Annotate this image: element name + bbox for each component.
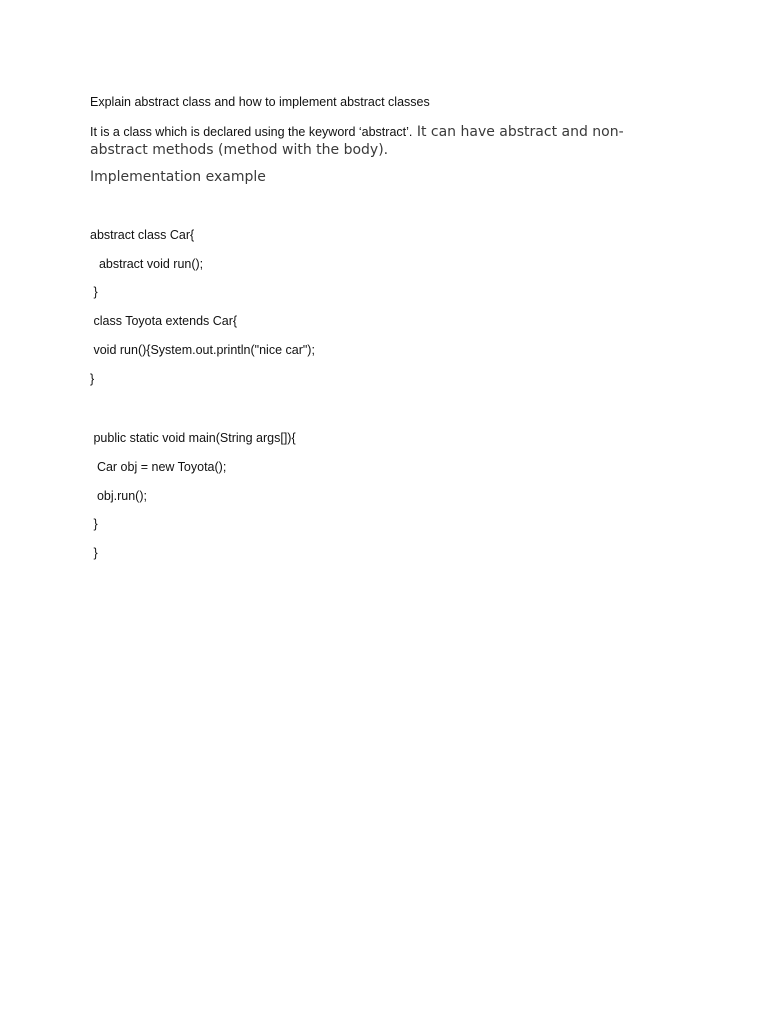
question-text: Explain abstract class and how to implement abstract classes bbox=[90, 95, 430, 109]
definition-text-part2: It can have abstract and non-abstract methods (method with the body). bbox=[90, 124, 624, 158]
definition-paragraph bbox=[90, 123, 650, 159]
code-line: } bbox=[90, 372, 95, 386]
code-line: public static void main(String args[]){ bbox=[90, 431, 296, 445]
code-line: obj.run(); bbox=[90, 489, 147, 503]
code-line: void run(){System.out.println("nice car"); bbox=[90, 343, 315, 357]
code-line: } bbox=[90, 285, 98, 299]
code-line: Car obj = new Toyota(); bbox=[90, 460, 227, 474]
code-line: class Toyota extends Car{ bbox=[90, 314, 238, 328]
code-line: abstract class Car{ bbox=[90, 228, 195, 242]
code-line: } bbox=[90, 546, 98, 560]
code-line: } bbox=[90, 517, 98, 531]
code-line: abstract void run(); bbox=[92, 257, 204, 271]
section-heading: Implementation example bbox=[90, 169, 266, 185]
definition-text-part1: It is a class which is declared using the keyword ‘abstract’. bbox=[90, 125, 413, 139]
